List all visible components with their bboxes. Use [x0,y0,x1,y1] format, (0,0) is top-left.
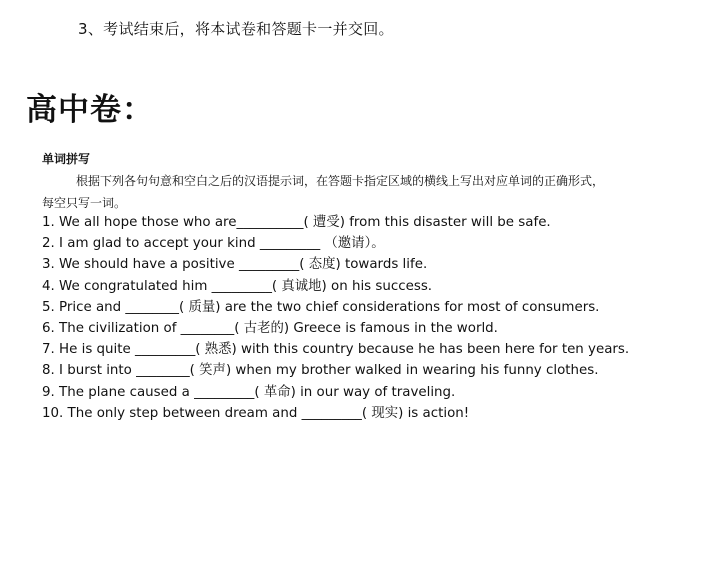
exercise-item-5: 5. Price and ________( 质量) are the two chief considerations for most of consumers. [42,299,600,315]
exercise-item-4: 4. We congratulated him _________( 真诚地) on his success. [42,278,433,294]
exercise-item-8: 8. I burst into ________( 笑声) when my brother walked in wearing his funny clothes. [42,363,599,379]
exercise-item-9: 9. The plane caused a _________( 革命) in our way of traveling. [42,384,456,400]
exercise-item-1: 1. We all hope those who are__________( 遭受) from this disaster will be safe. [42,215,551,230]
exercise-instruction-line-1: 根据下列各句句意和空白之后的汉语提示词，在答题卡指定区域的横线上写出对应单词的正确形式， [76,174,605,188]
exercise-item-10: 10. The only step between dream and _________( 现实) is action! [42,405,470,421]
exam-instruction-line: 3、考试结束后，将本试卷和答题卡一并交回。 [78,20,394,38]
exercise-item-6: 6. The civilization of ________( 古老的) Greece is famous in the world. [42,320,498,336]
exercise-heading: 单词拼写 [42,152,91,166]
exercise-items-list [42,212,629,424]
exercise-item-7: 7. He is quite _________( 熟悉) with this country because he has been here for ten years. [42,342,630,358]
exercise-item-2: 2. I am glad to accept your kind _________ （邀请）。 [42,236,385,252]
section-title: 高中卷： [26,92,154,128]
exercise-instruction-line-2: 每空只写一词。 [42,196,127,210]
exercise-item-3: 3. We should have a positive _________( 态度) towards life. [42,257,428,273]
